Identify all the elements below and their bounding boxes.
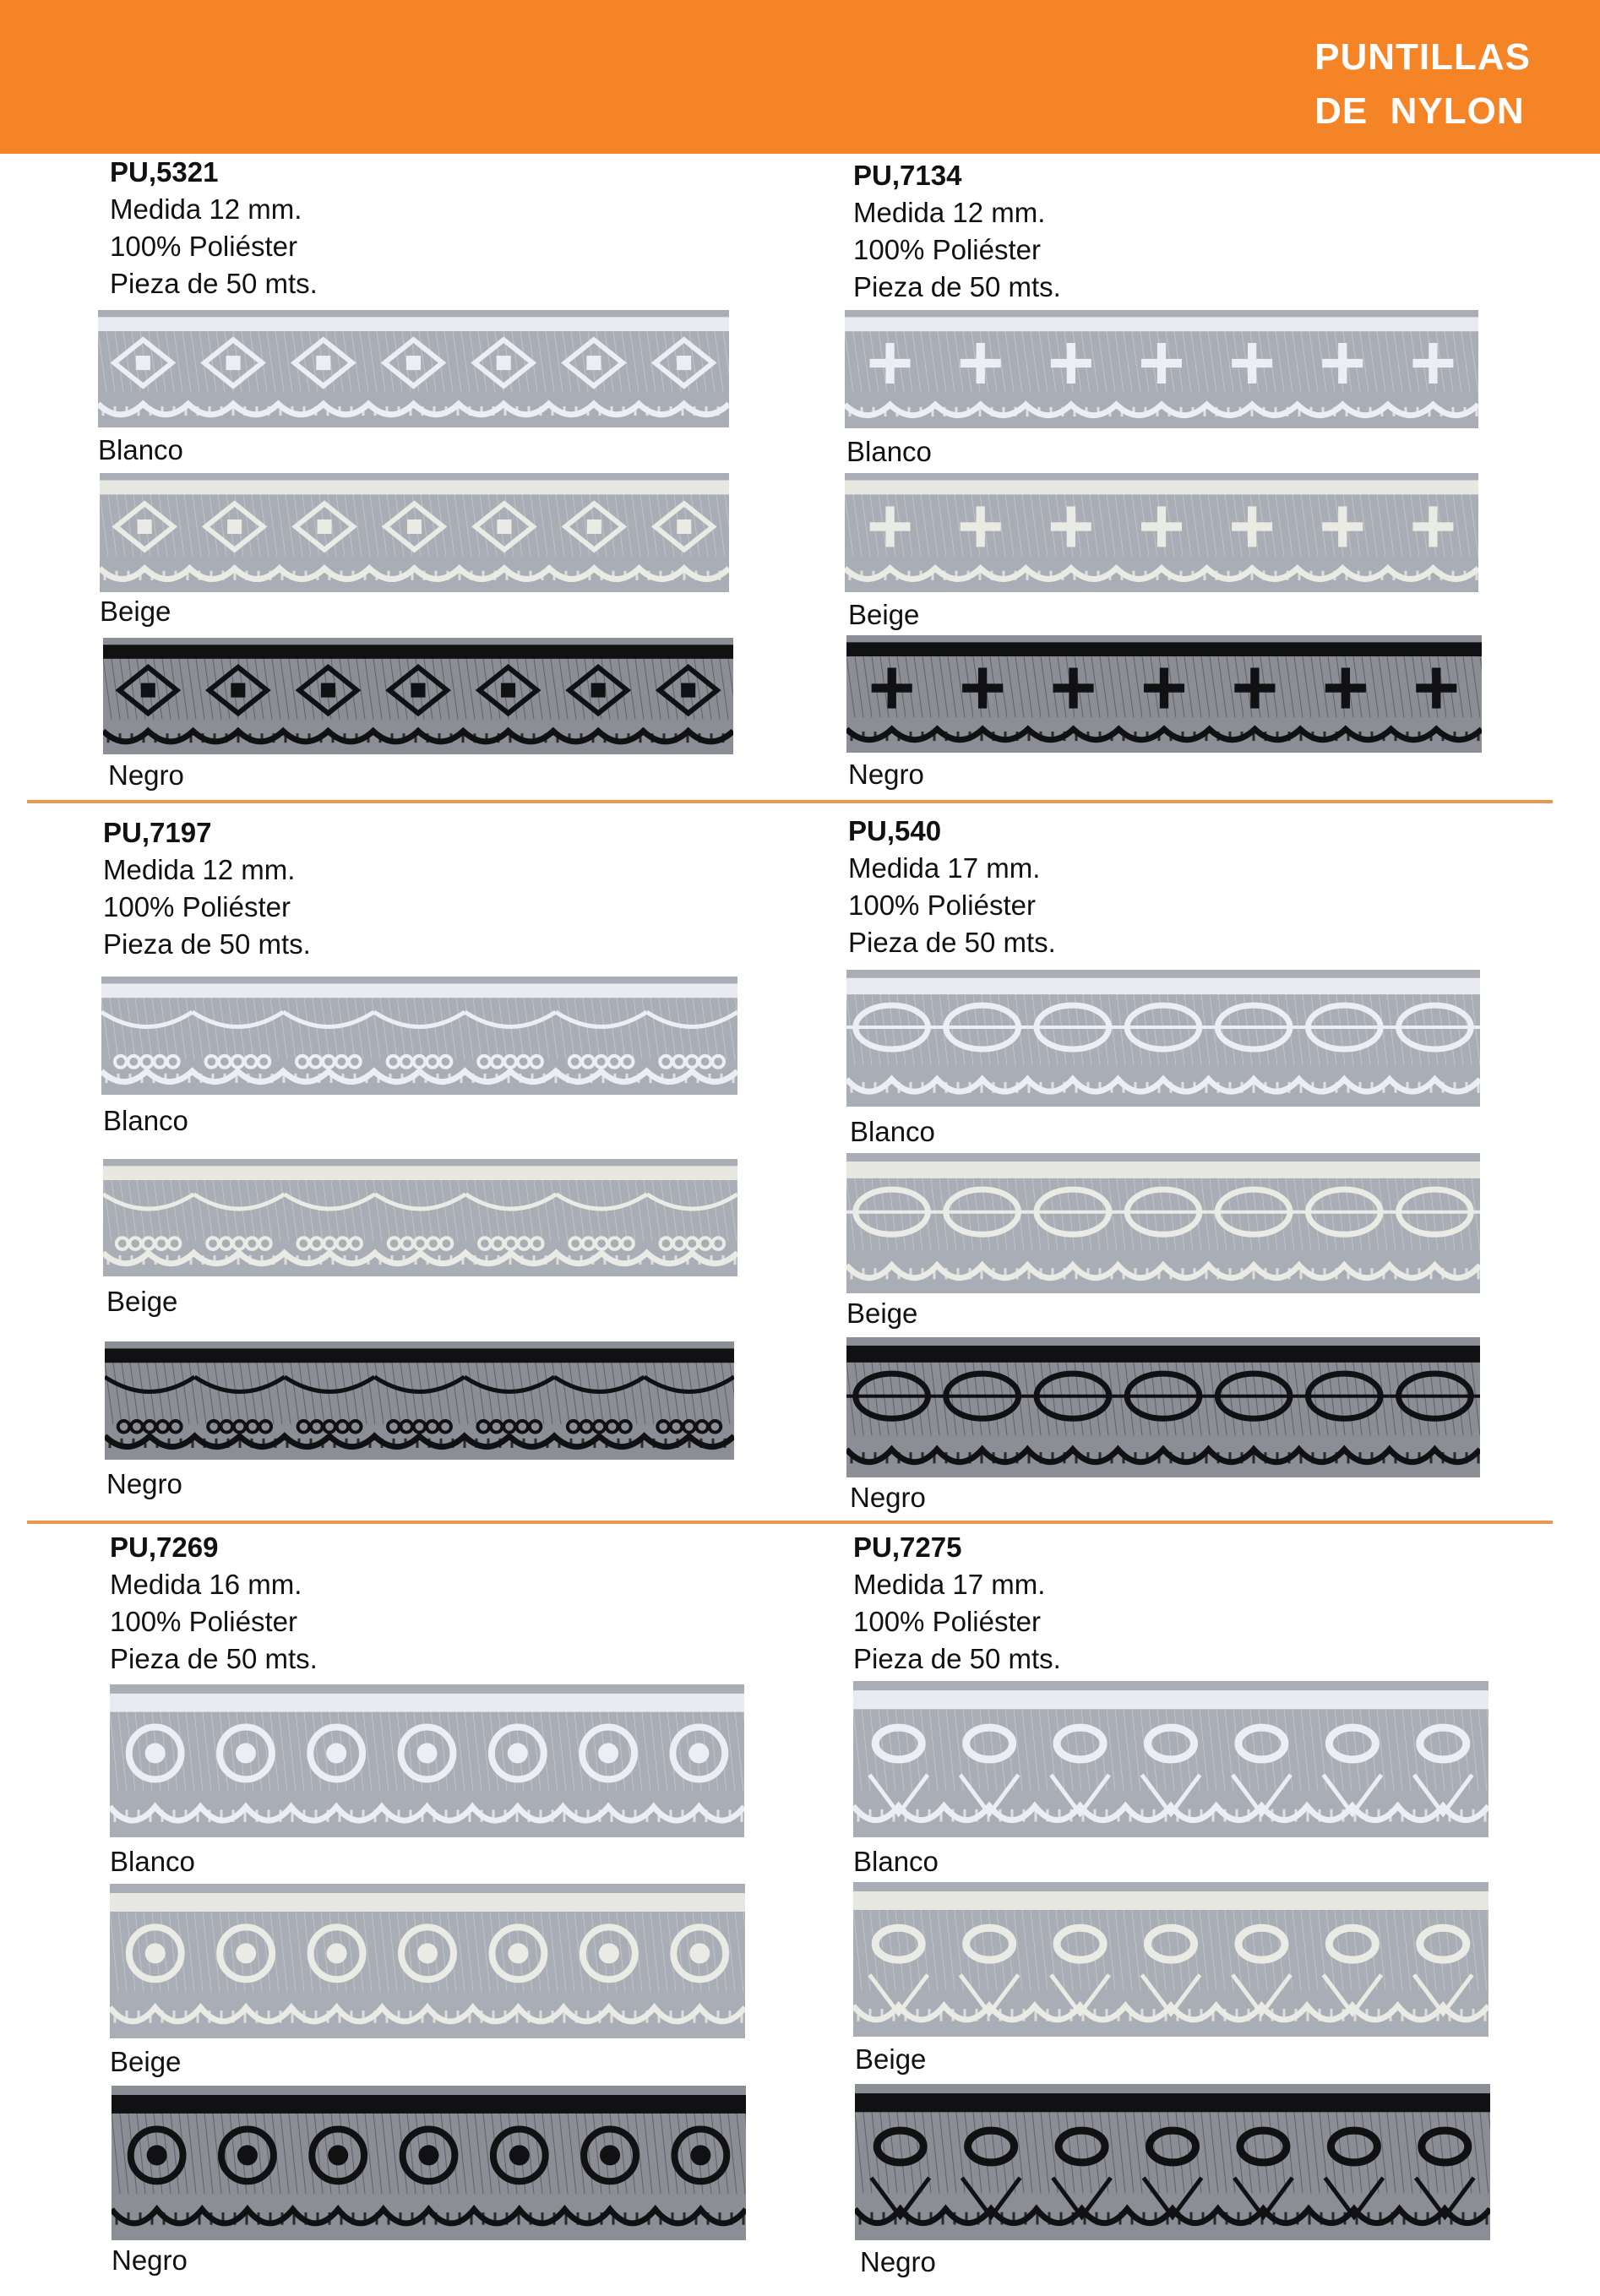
variant-label: Negro — [850, 1482, 926, 1513]
variant-label: Blanco — [103, 1105, 188, 1136]
product-info — [848, 813, 1056, 961]
product-material: 100% Poliéster — [848, 890, 1036, 921]
product-material: 100% Poliéster — [853, 1606, 1041, 1637]
product-piece: Pieza de 50 mts. — [853, 1643, 1061, 1674]
variant-label: Negro — [860, 2246, 936, 2277]
variant-label: Blanco — [853, 1846, 939, 1877]
product-material: 100% Poliéster — [110, 1606, 297, 1637]
product-material: 100% Poliéster — [853, 234, 1041, 265]
product-code: PU,540 — [848, 815, 942, 846]
product-size: Medida 12 mm. — [110, 193, 302, 225]
variant-label: Negro — [112, 2244, 188, 2276]
lace-swatch-image — [98, 310, 729, 427]
lace-swatch-image — [110, 1884, 745, 2038]
page-header — [0, 0, 1600, 154]
product-piece: Pieza de 50 mts. — [848, 927, 1056, 958]
product-code: PU,5321 — [110, 156, 219, 188]
lace-swatch-image — [103, 1159, 737, 1276]
product-material: 100% Poliéster — [110, 231, 297, 262]
product-piece: Pieza de 50 mts. — [110, 1643, 318, 1674]
section-divider — [27, 1521, 1553, 1524]
product-info — [110, 1529, 318, 1678]
section-divider — [27, 800, 1553, 803]
variant-label: Blanco — [110, 1846, 195, 1877]
lace-swatch-image — [846, 970, 1480, 1107]
product-info — [103, 814, 311, 963]
lace-swatch-image — [845, 473, 1478, 592]
variant-label: Negro — [106, 1468, 182, 1499]
lace-swatch-image — [853, 1882, 1488, 2037]
variant-label: Beige — [855, 2043, 927, 2075]
product-piece: Pieza de 50 mts. — [103, 928, 311, 960]
product-size: Medida 12 mm. — [853, 197, 1046, 228]
variant-label: Beige — [110, 2046, 182, 2077]
product-size: Medida 12 mm. — [103, 854, 296, 885]
product-code: PU,7197 — [103, 817, 212, 848]
header-title-line2: DE NYLON — [1314, 90, 1525, 132]
lace-swatch-image — [103, 638, 733, 754]
lace-swatch-image — [100, 473, 729, 592]
product-code: PU,7275 — [853, 1532, 962, 1563]
lace-swatch-image — [846, 1153, 1480, 1293]
product-size: Medida 17 mm. — [853, 1569, 1046, 1600]
lace-swatch-image — [846, 635, 1482, 753]
lace-swatch-image — [105, 1341, 734, 1460]
product-info — [853, 1529, 1061, 1678]
lace-swatch-image — [853, 1681, 1488, 1837]
product-material: 100% Poliéster — [103, 891, 291, 922]
lace-swatch-image — [855, 2084, 1490, 2240]
lace-swatch-image — [112, 2086, 746, 2240]
product-piece: Pieza de 50 mts. — [110, 268, 318, 299]
variant-label: Blanco — [98, 434, 183, 465]
product-piece: Pieza de 50 mts. — [853, 271, 1061, 302]
lace-swatch-image — [110, 1684, 744, 1837]
variant-label: Negro — [848, 759, 924, 790]
variant-label: Beige — [848, 599, 920, 630]
product-info — [110, 154, 318, 302]
variant-label: Blanco — [846, 436, 932, 467]
product-size: Medida 17 mm. — [848, 852, 1041, 884]
variant-label: Beige — [100, 596, 171, 627]
header-title — [1314, 30, 1531, 139]
product-size: Medida 16 mm. — [110, 1569, 302, 1600]
product-code: PU,7134 — [853, 160, 962, 191]
header-title-line1: PUNTILLAS — [1314, 36, 1531, 78]
variant-label: Beige — [106, 1286, 178, 1317]
variant-label: Beige — [846, 1298, 918, 1329]
lace-swatch-image — [101, 977, 737, 1095]
lace-swatch-image — [845, 310, 1478, 428]
product-code: PU,7269 — [110, 1532, 219, 1563]
variant-label: Blanco — [850, 1116, 935, 1147]
lace-swatch-image — [846, 1337, 1480, 1477]
variant-label: Negro — [108, 759, 184, 791]
product-info — [853, 157, 1061, 306]
